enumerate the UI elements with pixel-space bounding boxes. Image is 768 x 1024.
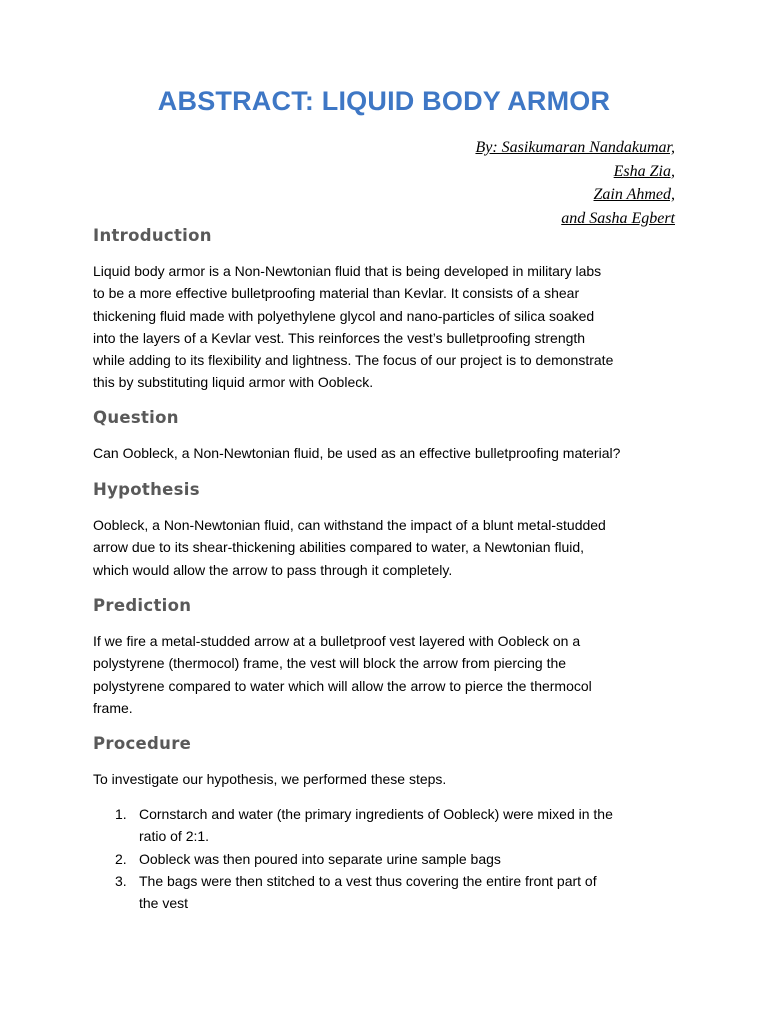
text-line: while adding to its flexibility and lightness. The focus of our project is to demonstrate bbox=[93, 352, 614, 369]
text-line: frame. bbox=[93, 699, 133, 716]
text-line: Oobleck, a Non-Newtonian fluid, can withstand the impact of a blunt metal-studded bbox=[93, 517, 606, 533]
hypothesis-heading: Hypothesis bbox=[93, 480, 200, 499]
step-text: The bags were then stitched to a vest thus covering the entire front part of bbox=[139, 872, 597, 889]
text-line: thickening fluid made with polyethylene glycol and nano-particles of silica soaked bbox=[93, 307, 595, 324]
step-text: the vest bbox=[139, 895, 189, 912]
author-line: and Sasha Egbert bbox=[561, 209, 675, 227]
text-line: To investigate our hypothesis, we performed these steps. bbox=[93, 771, 447, 787]
hypothesis-paragraph bbox=[93, 514, 683, 581]
step-text: Oobleck was then poured into separate urine sample bags bbox=[139, 850, 501, 867]
step-number: 3. bbox=[115, 872, 127, 889]
procedure-heading: Procedure bbox=[93, 734, 192, 753]
author-line: By: Sasikumaran Nandakumar, bbox=[475, 139, 675, 156]
document-title: ABSTRACT: LIQUID BODY ARMOR bbox=[157, 86, 611, 116]
prediction-heading: Prediction bbox=[93, 596, 192, 615]
text-line: If we fire a metal-studded arrow at a bulletproof vest layered with Oobleck on a bbox=[93, 633, 581, 649]
prediction-paragraph bbox=[93, 630, 683, 719]
procedure-steps-list bbox=[93, 803, 683, 914]
text-line: this by substituting liquid armor with Oobleck. bbox=[93, 374, 374, 391]
text-line: Can Oobleck, a Non-Newtonian fluid, be used as an effective bulletproofing material? bbox=[93, 445, 621, 461]
procedure-intro bbox=[93, 768, 683, 790]
author-list bbox=[475, 136, 675, 230]
list-item bbox=[93, 803, 683, 848]
question-heading: Question bbox=[93, 408, 179, 427]
question-paragraph bbox=[93, 442, 683, 464]
introduction-paragraph bbox=[93, 260, 683, 394]
text-line: polystyrene compared to water which will allow the arrow to pierce the thermocol bbox=[93, 677, 592, 694]
text-line: polystyrene (thermocol) frame, the vest will block the arrow from piercing the bbox=[93, 655, 567, 672]
introduction-heading: Introduction bbox=[93, 226, 212, 245]
author-line: Esha Zia, bbox=[613, 162, 675, 180]
step-number: 1. bbox=[115, 806, 127, 822]
text-line: into the layers of a Kevlar vest. This reinforces the vest’s bulletproofing strength bbox=[93, 329, 586, 346]
list-item bbox=[93, 848, 683, 870]
step-text: ratio of 2:1. bbox=[139, 828, 210, 845]
text-line: to be a more effective bulletproofing material than Kevlar. It consists of a shear bbox=[93, 285, 580, 302]
list-item bbox=[93, 870, 683, 915]
author-line: Zain Ahmed, bbox=[593, 186, 675, 203]
text-line: Liquid body armor is a Non-Newtonian fluid that is being developed in military labs bbox=[93, 263, 602, 279]
step-number: 2. bbox=[115, 850, 127, 867]
text-line: arrow due to its shear-thickening abilities compared to water, a Newtonian fluid, bbox=[93, 539, 585, 556]
step-text: Cornstarch and water (the primary ingredients of Oobleck) were mixed in the bbox=[139, 806, 613, 822]
text-line: which would allow the arrow to pass through it completely. bbox=[93, 561, 453, 578]
